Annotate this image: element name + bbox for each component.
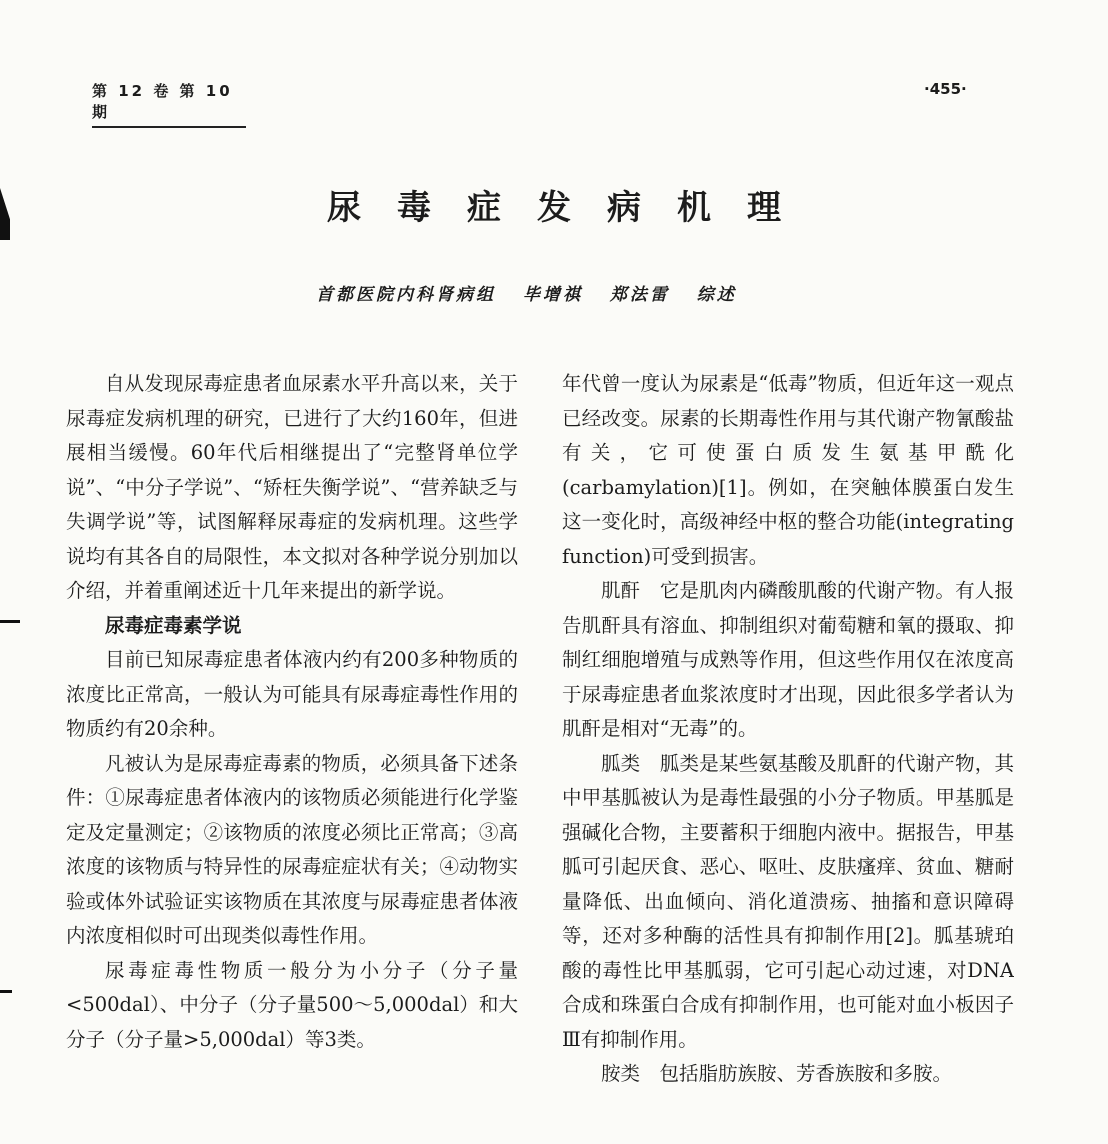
paragraph-text: 胍类是某些氨基酸及肌酐的代谢产物，其中甲基胍被认为是毒性最强的小分子物质。甲基胍是强碱化合物，主要蓄积于细胞内液中。据报告，甲基胍可引起厌食、恶心、呕吐、皮肤瘙痒、贫血、糖耐量降低、出血倾向、消化道溃疡、抽搐和意识障碍等，还对多种酶的活性具有抑制作用[2]。胍基琥珀酸的毒性比甲基胍弱，它可引起心动过速，对DNA合成和珠蛋白合成有抑制作用，也可能对血小板因子Ⅲ有抑制作用。 [562,751,1014,1051]
paragraph: 年代曾一度认为尿素是“低毒”物质，但近年这一观点已经改变。尿素的长期毒性作用与其代谢产物氰酸盐有关，它可使蛋白质发生氨基甲酰化(carbamylation)[1]。例如，在突触体膜蛋白发生这一变化时，高级神经中枢的整合功能(integrating function)可受到损害。 [562,372,1014,568]
paragraph: 自从发现尿毒症患者血尿素水平升高以来，关于尿毒症发病机理的研究，已进行了大约160年，但进展相当缓慢。60年代后相继提出了“完整肾单位学说”、“中分子学说”、“矫枉失衡学说”、“营养缺乏与失调学说”等，试图解释尿毒症的发病机理。这些学说均有其各自的局限性，本文拟对各种学说分别加以介绍，并着重阐述近十几年来提出的新学说。 [66,372,518,602]
section-heading: 尿毒症毒素学说 [105,613,242,637]
paragraph [562,747,1014,1058]
paragraph: 尿毒症毒性物质一般分为小分子（分子量<500dal）、中分子（分子量500～5,000dal）和大分子（分子量>5,000dal）等3类。 [66,958,518,1051]
paragraph: 目前已知尿毒症患者体液内约有200多种物质的浓度比正常高，一般认为可能具有尿毒症毒性作用的物质约有20余种。 [66,648,518,740]
paragraph-text: 包括脂肪族胺、芳香族胺和多胺。 [659,1062,953,1085]
journal-issue: 第 12 卷 第 10 期 [92,80,246,128]
left-column [66,367,518,1144]
page-number: ·455· [924,80,967,98]
term-label: 胍类 [601,751,641,775]
term-label: 胺类 [601,1062,641,1085]
term-label: 肌酐 [601,579,641,602]
paragraph [562,574,1014,747]
paragraph: 凡被认为是尿毒症毒素的物质，必须具备下述条件：①尿毒症患者体液内的该物质必须能进行化学鉴定及定量测定；②该物质的浓度必须比正常高；③高浓度的该物质与特异性的尿毒症症状有关；④动物实验或体外试验证实该物质在其浓度与尿毒症患者体液内浓度相似时可出现类似毒性作用。 [66,751,518,947]
paragraph [562,1057,1014,1092]
scan-edge-mark [0,620,20,623]
article-title: 尿毒症发病机理 [327,188,817,228]
paragraph-text: 它是肌肉内磷酸肌酸的代谢产物。有人报告肌酐具有溶血、抑制组织对葡萄糖和氧的摄取、抑制红细胞增殖与成熟等作用，但这些作用仅在浓度高于尿毒症患者血浆浓度时才出现，因此很多学者认为肌酐是相对“无毒”的。 [562,579,1014,740]
scan-edge-mark [0,990,12,993]
author-byline: 首都医院内科肾病组 毕增祺 郑法雷 综述 [316,285,737,305]
right-column [562,367,1014,1144]
